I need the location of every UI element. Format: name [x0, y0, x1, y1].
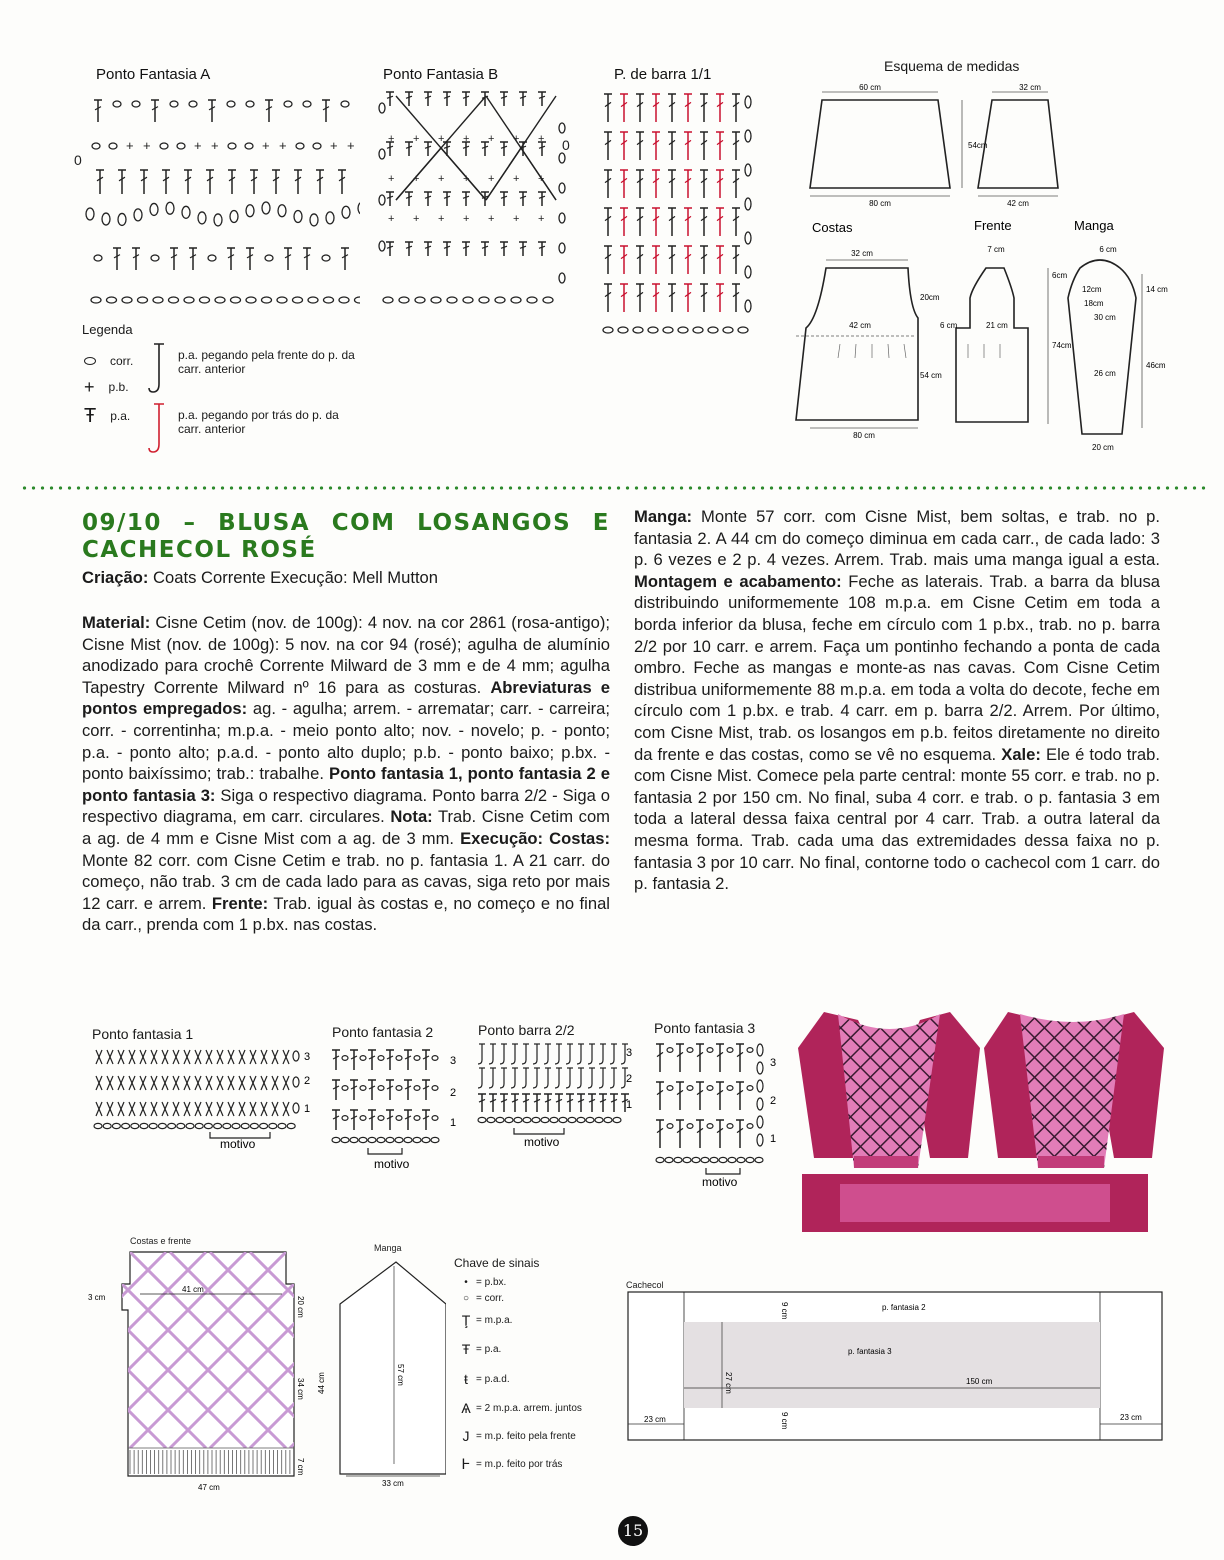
svg-text:+: +	[126, 138, 134, 153]
costas-frente-title: Costas e frente	[130, 1236, 192, 1246]
legend-special-icons	[146, 342, 176, 462]
chart-b-title: Ponto Fantasia B	[383, 66, 499, 83]
legend-item-pb: + p.b.	[84, 376, 129, 397]
svg-text:23 cm: 23 cm	[644, 1415, 666, 1424]
svg-text:32 cm: 32 cm	[851, 249, 873, 258]
svg-text:+: +	[194, 138, 202, 153]
chart-b-diagram	[376, 88, 586, 310]
svg-text:3: 3	[770, 1057, 777, 1069]
frente-shape	[956, 268, 1028, 422]
svg-text:2: 2	[304, 1075, 311, 1087]
svg-text:9 cm: 9 cm	[780, 1302, 789, 1320]
svg-text:+: +	[413, 133, 420, 145]
svg-text:21 cm: 21 cm	[986, 321, 1008, 330]
svg-text:+: +	[388, 213, 395, 225]
sweater-illustration	[796, 1008, 1168, 1236]
svg-text:motivo: motivo	[220, 1137, 256, 1151]
svg-text:54cm: 54cm	[968, 141, 988, 150]
legend-item-corr: corr.	[84, 348, 194, 374]
front-post-icon	[149, 344, 164, 392]
sweater-front	[798, 1012, 980, 1168]
page-number: 15	[618, 1516, 648, 1546]
front-post-icon: J	[462, 1428, 470, 1444]
svg-text:2: 2	[450, 1087, 457, 1099]
svg-text:7 cm: 7 cm	[987, 245, 1005, 254]
svg-text:2: 2	[770, 1095, 777, 1107]
legend-title: Legenda	[82, 322, 133, 337]
manga-chart-title: Manga	[374, 1243, 402, 1253]
chave-item-front: J = m.p. feito pela frente	[456, 1422, 616, 1450]
svg-text:+: +	[513, 133, 520, 145]
heading-line-1: 09/10 – BLUSA COM LOSANGOS E	[82, 510, 610, 536]
svg-text:27 cm: 27 cm	[724, 1372, 733, 1394]
svg-text:+: +	[463, 173, 470, 185]
svg-text:26 cm: 26 cm	[1094, 369, 1116, 378]
svg-text:34 cm: 34 cm	[296, 1378, 305, 1400]
svg-text:1: 1	[450, 1117, 457, 1129]
svg-text:30 cm: 30 cm	[1094, 313, 1116, 322]
article-left-column: Material: Cisne Cetim (nov. de 100g): 4 nov. na cor 2861 (rosa-antigo); Cisne Mist (nov. de 100g): 5 nov. na cor 94 (rosé); agulha de alumínio anodizado para crochê Corrente Milward de 3 mm e de 4 mm; agulha Tapestry Corrente Milward nº 16 para as costuras. Abreviaturas e pontos empregados: ag. - agulha; arrem. - arrematar; carr. - carreira; corr. - correntinha; m.p.a. - meio ponto alto; nov. - novelo; p. - ponto; p.a. - ponto alto; p.a.d. - ponto alto duplo; p.b. - ponto baixo; p.bx. - ponto baixíssimo; trab.: trabalhe. Ponto fantasia 1, ponto fantasia 2 e ponto fantasia 3: Siga o respectivo diagrama. Ponto barra 2/2 - Siga o respectivo diagrama, em carr. circulares. Nota: Trab. Cisne Cetim com a ag. de 4 mm e Cisne Mist com a ag. de 3 mm. Execução: Costas: Monte 82 corr. com Cisne Cetim e trab. no p. fantasia 1. A 21 carr. do começo, não trab. 3 cm de cada lado para as cavas, siga reto por mais 12 carr. e arrem. Frente: Trab. igual às costas e, no começo e no final da carr., prenda com 1 p.bx. nas costas.	[82, 613, 611, 935]
svg-text:42 cm: 42 cm	[849, 321, 871, 330]
back-post-icon	[149, 404, 164, 452]
svg-text:Manga: Manga	[1074, 218, 1114, 233]
chart-barra-title: P. de barra 1/1	[614, 66, 712, 83]
svg-text:+: +	[488, 213, 495, 225]
svg-text:p. fantasia 2: p. fantasia 2	[882, 1303, 926, 1312]
legend-special-front: p.a. pegando pela frente do p. da carr. anterior	[178, 348, 355, 376]
treble-crochet-icon: ŧ	[464, 1371, 468, 1387]
svg-text:+: +	[413, 173, 420, 185]
pf1-diagram	[90, 1044, 320, 1154]
svg-text:6 cm: 6 cm	[1099, 245, 1117, 254]
svg-text:+: +	[211, 138, 219, 153]
chart-barra-diagram	[598, 88, 758, 338]
svg-text:42 cm: 42 cm	[1007, 199, 1029, 208]
double-crochet-icon: Ŧ	[84, 404, 97, 427]
pf3-diagram	[652, 1038, 782, 1190]
pf2-title: Ponto fantasia 2	[332, 1024, 434, 1040]
svg-text:+: +	[413, 213, 420, 225]
svg-text:+: +	[279, 138, 287, 153]
svg-text:74cm: 74cm	[1052, 341, 1072, 350]
back-post-icon: Ͱ	[461, 1455, 471, 1472]
svg-text:41 cm: 41 cm	[182, 1285, 204, 1294]
svg-text:+: +	[463, 133, 470, 145]
half-double-crochet-icon: Ţ	[461, 1312, 471, 1328]
schema-title: Esquema de medidas	[884, 58, 1020, 74]
svg-text:46cm: 46cm	[1146, 361, 1166, 370]
pb22-title: Ponto barra 2/2	[478, 1022, 575, 1038]
svg-text:3: 3	[304, 1051, 311, 1063]
chave-item-back: Ͱ = m.p. feito por trás	[456, 1450, 616, 1478]
svg-text:+: +	[388, 173, 395, 185]
scarf	[802, 1174, 1148, 1232]
svg-text:80 cm: 80 cm	[853, 431, 875, 440]
svg-text:+: +	[488, 173, 495, 185]
svg-text:2: 2	[626, 1073, 633, 1085]
skirt-shape	[810, 100, 950, 188]
svg-text:12cm: 12cm	[1082, 285, 1102, 294]
manga-shape	[1068, 260, 1136, 434]
svg-text:44 cm: 44 cm	[317, 1372, 326, 1394]
svg-text:60 cm: 60 cm	[859, 83, 881, 92]
svg-text:20 cm: 20 cm	[296, 1296, 305, 1318]
legend-special-back: p.a. pegando por trás do p. da carr. anterior	[178, 408, 339, 436]
costas-frente-diagram	[86, 1248, 322, 1494]
svg-text:6cm: 6cm	[1052, 271, 1068, 280]
svg-text:+: +	[347, 138, 355, 153]
svg-text:150 cm: 150 cm	[966, 1377, 993, 1386]
chain-icon	[84, 357, 96, 365]
svg-text:Costas: Costas	[812, 220, 853, 235]
chart-a-title: Ponto Fantasia A	[96, 66, 211, 83]
dot-icon: •	[464, 1276, 468, 1288]
chave-item-corr: ○ = corr.	[456, 1290, 616, 1306]
cachecol-title: Cachecol	[626, 1280, 664, 1290]
svg-text:14 cm: 14 cm	[1146, 285, 1168, 294]
svg-text:+: +	[513, 213, 520, 225]
svg-text:57 cm: 57 cm	[396, 1364, 405, 1386]
svg-text:+: +	[538, 173, 545, 185]
chave-item-pbx: • = p.bx.	[456, 1274, 616, 1290]
pb22-diagram	[474, 1040, 644, 1150]
svg-text:+: +	[463, 213, 470, 225]
svg-text:+: +	[438, 173, 445, 185]
chain-icon: ○	[462, 1292, 470, 1304]
section-divider	[20, 486, 1210, 490]
svg-text:+: +	[388, 133, 395, 145]
svg-text:23 cm: 23 cm	[1120, 1413, 1142, 1422]
pf3-title: Ponto fantasia 3	[654, 1020, 756, 1036]
chave-item-dec: Ѧ = 2 m.p.a. arrem. juntos	[456, 1394, 616, 1422]
svg-text:motivo: motivo	[524, 1135, 560, 1149]
chave-item-mpa: Ţ = m.p.a.	[456, 1306, 616, 1334]
heading-line-2: CACHECOL ROSÉ	[82, 537, 317, 563]
svg-text:47 cm: 47 cm	[198, 1483, 220, 1492]
svg-text:motivo: motivo	[702, 1175, 738, 1189]
chart-b-row-label: 0	[562, 137, 570, 153]
svg-text:Frente: Frente	[974, 218, 1012, 233]
svg-text:1: 1	[770, 1133, 777, 1145]
svg-text:54 cm: 54 cm	[920, 371, 942, 380]
sweater-back	[984, 1012, 1164, 1168]
svg-text:+: +	[262, 138, 270, 153]
double-crochet-icon: Ŧ	[461, 1341, 471, 1357]
svg-text:p. fantasia 3: p. fantasia 3	[848, 1347, 892, 1356]
svg-text:+: +	[488, 133, 495, 145]
chave-list	[456, 1274, 616, 1478]
manga-chart-diagram	[316, 1254, 446, 1490]
chave-item-pad: ŧ = p.a.d.	[456, 1364, 616, 1394]
schema-diagram	[790, 78, 1170, 458]
svg-text:32 cm: 32 cm	[1019, 83, 1041, 92]
svg-text:18cm: 18cm	[1084, 299, 1104, 308]
svg-text:20 cm: 20 cm	[1092, 443, 1114, 452]
svg-text:1: 1	[626, 1099, 633, 1111]
svg-text:+: +	[538, 213, 545, 225]
svg-text:20cm: 20cm	[920, 293, 940, 302]
svg-text:3: 3	[450, 1055, 457, 1067]
svg-text:33 cm: 33 cm	[382, 1479, 404, 1488]
article-heading	[82, 510, 610, 564]
article-right-column: Manga: Monte 57 corr. com Cisne Mist, bem soltas, e trab. no p. fantasia 2. A 44 cm do começo diminua em cada carr., de cada lado: 3 p. 6 vezes e 2 p. 4 vezes. Arrem. Trab. mais uma manga igual a esta. Montagem e acabamento: Feche as laterais. Trab. a barra da blusa distribuindo uniformemente 108 m.p.a. em Cisne Cetim em toda a borda inferior da blusa, feche em círculo com 1 p.bx., trab. no p. barra 2/2 por 10 carr. e arrem. Faça um pontinho fechando a ponta de cada ombro. Feche as mangas e monte-as nas cavas. Com Cisne Cetim distribua uniformemente 88 m.p.a. em toda a volta do decote, feche em círculo com 1 p.bx. e trab. 4 carr. em p. barra 2/2. Arrem. Por último, com Cisne Mist, trab. os losangos em p.b. feitos diretamente no direito da frente e das costas, como se vê no esquema. Xale: Ele é todo trab. com Cisne Mist. Comece pela parte central: monte 55 corr. e trab. no p. fantasia 2 por 150 cm. No final, suba 4 corr. e trab. o p. fantasia 3 em toda a lateral dessa faixa central por 4 carr. Trab. a outra lateral da mesma forma. Trab. cada uma das extremidades dessa faixa no p. fantasia 3 por 10 carr. No final, contorne todo o cachecol com 1 carr. do p. fantasia 2.	[634, 507, 1160, 894]
svg-text:+: +	[438, 133, 445, 145]
svg-text:9 cm: 9 cm	[780, 1412, 789, 1430]
cachecol-diagram	[622, 1288, 1170, 1444]
svg-text:3: 3	[626, 1047, 633, 1059]
legend-item-pa: Ŧ p.a.	[84, 404, 131, 427]
svg-text:+: +	[513, 173, 520, 185]
costas-shape	[796, 268, 918, 420]
svg-text:80 cm: 80 cm	[869, 199, 891, 208]
plus-icon: +	[84, 376, 95, 397]
svg-text:+: +	[538, 133, 545, 145]
svg-text:3 cm: 3 cm	[88, 1293, 106, 1302]
svg-text:1: 1	[304, 1103, 311, 1115]
svg-text:7 cm: 7 cm	[296, 1458, 305, 1476]
chave-item-pa: Ŧ = p.a.	[456, 1334, 616, 1364]
pf2-diagram	[328, 1044, 468, 1174]
chart-a-row-label: 0	[74, 152, 82, 168]
decrease-icon: Ѧ	[461, 1400, 471, 1416]
svg-text:6 cm: 6 cm	[940, 321, 958, 330]
svg-text:motivo: motivo	[374, 1157, 410, 1171]
yoke-shape	[978, 100, 1058, 188]
chart-a-diagram	[60, 90, 360, 310]
svg-text:+: +	[330, 138, 338, 153]
chave-title: Chave de sinais	[454, 1256, 540, 1270]
credit-line: Criação: Coats Corrente Execução: Mell Mutton	[82, 568, 439, 587]
pf1-title: Ponto fantasia 1	[92, 1026, 194, 1042]
svg-text:+: +	[143, 138, 151, 153]
svg-text:+: +	[438, 213, 445, 225]
